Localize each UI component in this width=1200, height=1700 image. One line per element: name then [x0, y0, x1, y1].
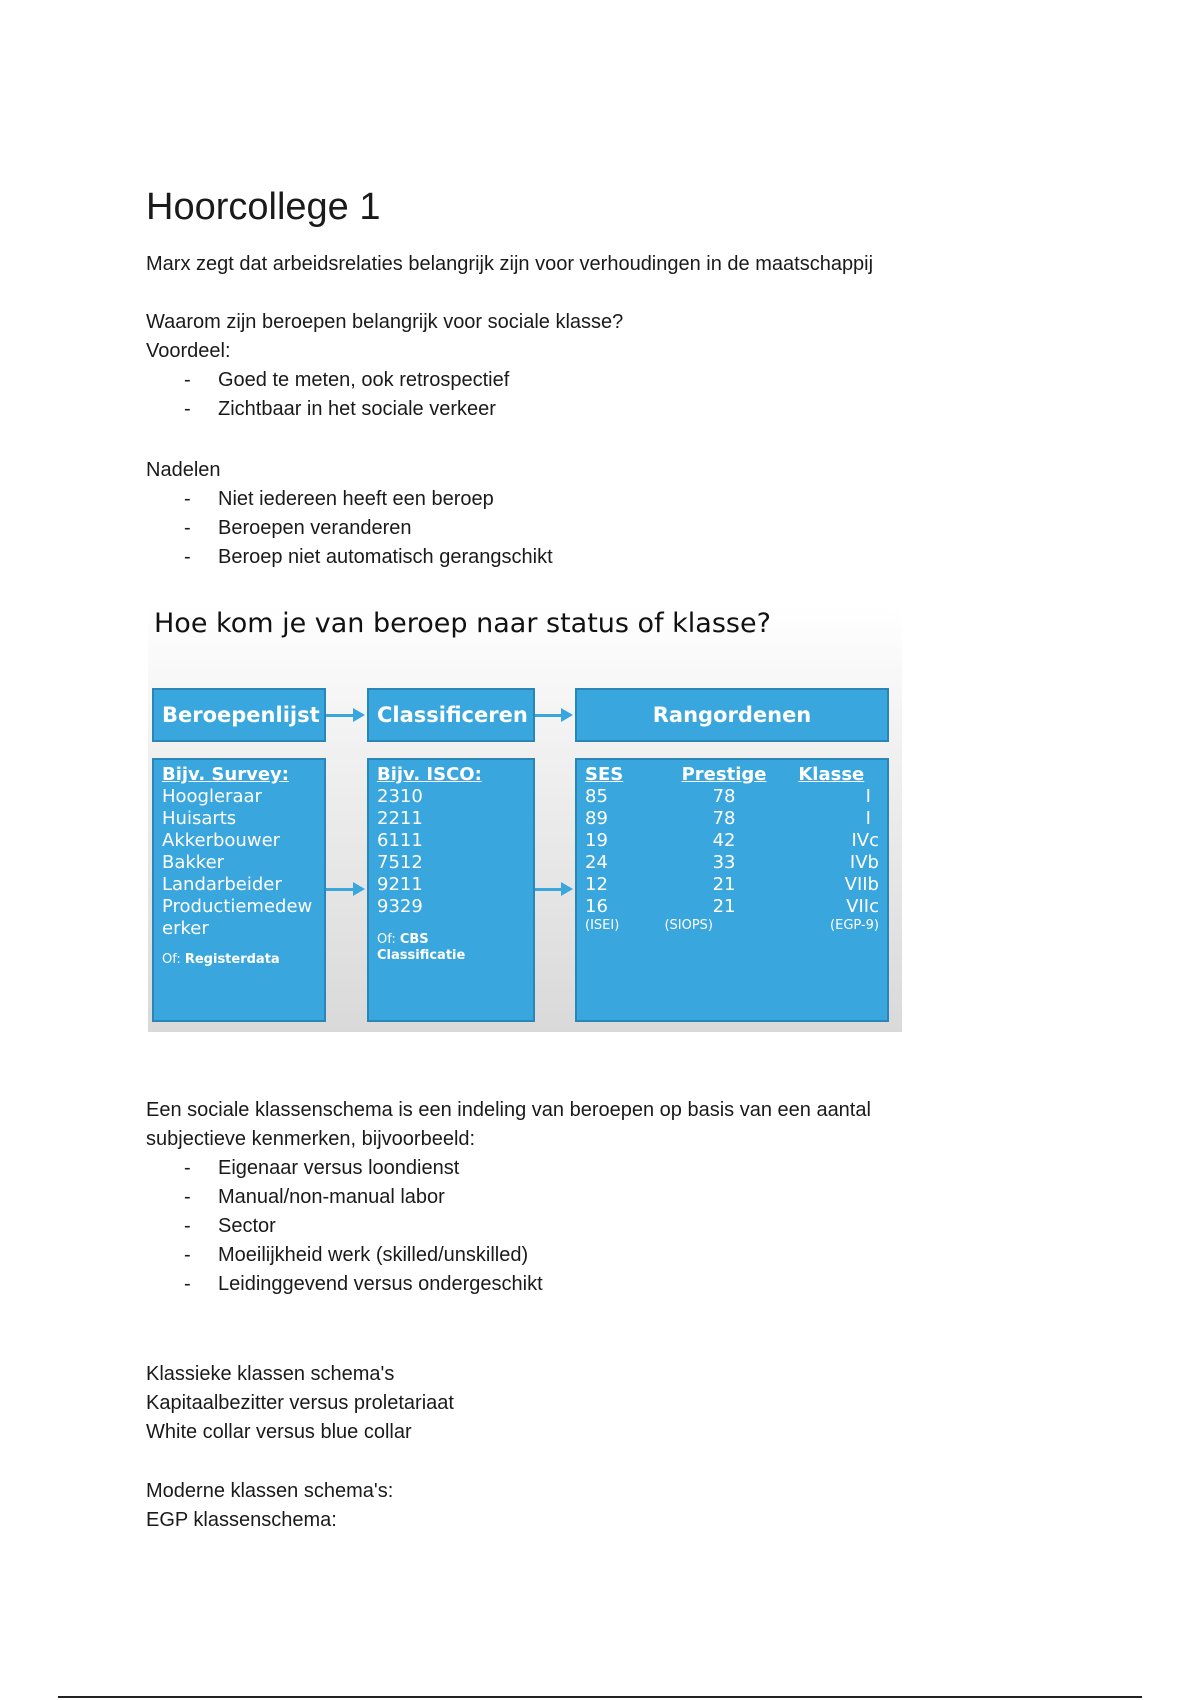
note-bold: CBS [399, 932, 429, 947]
list-item: Hoogleraar [162, 786, 262, 807]
note-bold: Registerdata [184, 952, 280, 967]
cell: 33 [712, 852, 736, 873]
cell: 21 [712, 896, 736, 917]
cell: VIIb [844, 874, 879, 895]
arrow-right-icon [326, 888, 355, 891]
list-item: 9211 [377, 874, 423, 895]
cell: I [865, 786, 871, 807]
cell: 42 [712, 830, 736, 851]
note [162, 952, 316, 968]
header-label: Classificeren [377, 703, 528, 727]
cell: 78 [712, 808, 736, 829]
nadelen-list [146, 485, 553, 572]
list-item: - Beroep niet automatisch gerangschikt [146, 543, 553, 572]
header-label: Beroepenlijst [162, 703, 320, 727]
header-beroepenlijst [152, 688, 326, 742]
nadelen-label: Nadelen [146, 459, 221, 481]
scale-note: (ISEI) [585, 918, 620, 933]
arrow-right-icon [535, 714, 563, 717]
schema-text-line2: subjectieve kenmerken, bijvoorbeeld: [146, 1128, 476, 1150]
process-diagram [148, 606, 902, 1032]
page-title: Hoorcollege 1 [146, 186, 381, 228]
list-item: Akkerbouwer [162, 830, 281, 851]
cell: 16 [585, 896, 608, 917]
list-item: - Moeilijkheid werk (skilled/unskilled) [146, 1241, 543, 1270]
voordeel-label: Voordeel: [146, 340, 231, 362]
note [377, 932, 525, 964]
beroepenlijst-box [152, 758, 326, 1022]
list-item: erker [162, 918, 209, 939]
klassiek-line: Kapitaalbezitter versus proletariaat [146, 1392, 454, 1414]
list-item: - Sector [146, 1212, 543, 1241]
klassiek-line: White collar versus blue collar [146, 1421, 412, 1443]
sub-heading: Bijv. ISCO: [377, 764, 482, 785]
schema-text-line1: Een sociale klassenschema is een indeling van beroepen op basis van een aantal [146, 1099, 871, 1121]
list-item: 7512 [377, 852, 423, 873]
modern-line: Moderne klassen schema's: [146, 1480, 394, 1502]
list-item: Bakker [162, 852, 225, 873]
list-item: - Goed te meten, ook retrospectief [146, 366, 509, 395]
classificeren-box [367, 758, 535, 1022]
list-item: - Leidinggevend versus ondergeschikt [146, 1270, 543, 1299]
rank-table [585, 764, 879, 934]
cell: 78 [712, 786, 736, 807]
intro-text: Marx zegt dat arbeidsrelaties belangrijk zijn voor verhoudingen in de maatschappij [146, 253, 874, 275]
header-label: Rangordenen [652, 703, 812, 727]
note-prefix: Of: [377, 932, 400, 947]
cell: VIIc [846, 896, 879, 917]
page-divider [58, 1696, 1142, 1698]
voordelen-list [146, 366, 509, 424]
header-rangordenen [575, 688, 889, 742]
list-item: - Zichtbaar in het sociale verkeer [146, 395, 509, 424]
modern-line: EGP klassenschema: [146, 1509, 337, 1531]
ses-column [585, 764, 664, 934]
list-item: 6111 [377, 830, 423, 851]
note-bold: Classificatie [377, 948, 466, 963]
scale-note: (EGP-9) [830, 918, 879, 933]
list-item: 2211 [377, 808, 423, 829]
arrow-right-icon [326, 714, 355, 717]
list-item: Productiemedew [162, 896, 313, 917]
list-item: 9329 [377, 896, 423, 917]
list-item: 2310 [377, 786, 423, 807]
kenmerken-list [146, 1154, 543, 1299]
list-item: Huisarts [162, 808, 237, 829]
cell: 21 [712, 874, 736, 895]
cell: 85 [585, 786, 608, 807]
note-prefix: Of: [162, 952, 185, 967]
cell: IVc [851, 830, 879, 851]
cell: 12 [585, 874, 608, 895]
cell: 24 [585, 852, 608, 873]
cell: 89 [585, 808, 608, 829]
column-heading: SES [585, 764, 624, 785]
diagram-title: Hoe kom je van beroep naar status of klasse? [154, 608, 771, 639]
column-heading: Prestige [681, 764, 767, 785]
list-item: - Manual/non-manual labor [146, 1183, 543, 1212]
scale-note: (SIOPS) [664, 918, 714, 933]
klasse-column [784, 764, 879, 934]
list-item: - Niet iedereen heeft een beroep [146, 485, 553, 514]
prestige-column [664, 764, 783, 934]
cell: IVb [849, 852, 879, 873]
cell: I [865, 808, 871, 829]
list-item: - Beroepen veranderen [146, 514, 553, 543]
column-heading: Klasse [798, 764, 865, 785]
list-item: - Eigenaar versus loondienst [146, 1154, 543, 1183]
question-text: Waarom zijn beroepen belangrijk voor sociale klasse? [146, 311, 624, 333]
arrow-right-icon [535, 888, 563, 891]
sub-heading: Bijv. Survey: [162, 764, 289, 785]
header-classificeren [367, 688, 535, 742]
klassiek-line: Klassieke klassen schema's [146, 1363, 395, 1385]
list-item: Landarbeider [162, 874, 282, 895]
cell: 19 [585, 830, 608, 851]
rangordenen-box [575, 758, 889, 1022]
